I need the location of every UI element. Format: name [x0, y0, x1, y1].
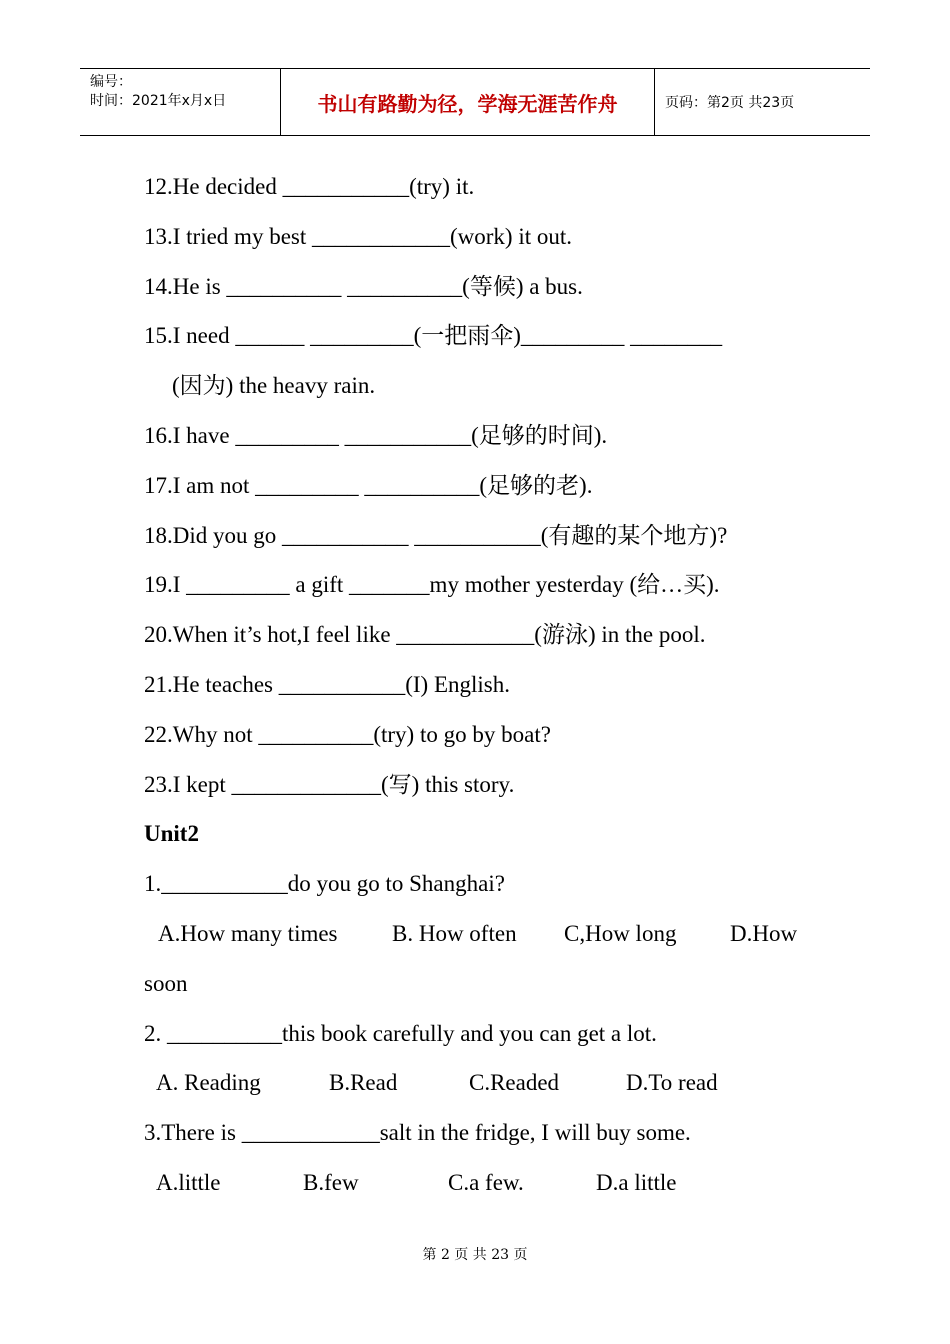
option-c: C.a few. [448, 1169, 524, 1195]
unit2-question-2-options [144, 1058, 824, 1108]
option-a: A.little [156, 1169, 221, 1195]
question-17: 17.I am not _________ __________(足够的老). [144, 472, 593, 498]
question-23: 23.I kept _____________(写) this story. [144, 771, 515, 797]
question-12: 12.He decided ___________(try) it. [144, 174, 475, 199]
question-18: 18.Did you go ___________ ___________(有趣的某个地方)? [144, 522, 728, 548]
option-b: B. How often [392, 920, 517, 946]
unit2-question-3-options [144, 1158, 824, 1208]
question-14: 14.He is __________ __________(等候) a bus. [144, 273, 583, 299]
question-20: 20.When it’s hot,I feel like ____________(游泳) in the pool. [144, 622, 706, 648]
unit2-question-1-options [144, 909, 824, 959]
option-a: A.How many times [158, 920, 338, 946]
question-13: 13.I tried my best ____________(work) it out. [144, 223, 573, 249]
question-15: 15.I need ______ _________(一把雨伞)_________ ________ [144, 323, 723, 349]
option-c: C.Readed [469, 1070, 560, 1096]
unit2-question-3: 3.There is ____________salt in the fridge, I will buy some. [144, 1120, 691, 1146]
option-b: B.Read [329, 1070, 398, 1096]
option-a: A. Reading [156, 1070, 261, 1096]
question-19: 19.I _________ a gift _______my mother yesterday (给…买). [144, 572, 720, 598]
document-header [80, 68, 870, 136]
question-16: 16.I have _________ ___________(足够的时间). [144, 422, 608, 448]
number-label: 编号： [90, 74, 132, 90]
option-d: D.How [730, 920, 798, 946]
time-label: 时间：2021年x月x日 [90, 93, 227, 109]
option-d: D.a little [596, 1169, 677, 1195]
unit2-question-1: 1.___________do you go to Shanghai? [144, 871, 505, 897]
option-d: D.To read [626, 1070, 718, 1096]
header-motto: 书山有路勤为径，学海无涯苦作舟 [281, 69, 655, 135]
option-b: B.few [303, 1169, 359, 1195]
unit-heading: Unit2 [144, 821, 199, 847]
page-footer: 第 2 页 共 23 页 [422, 1247, 528, 1263]
exercise-content [144, 162, 824, 1208]
question-21: 21.He teaches ___________(I) English. [144, 671, 511, 697]
question-22: 22.Why not __________(try) to go by boat? [144, 721, 551, 747]
option-c: C,How long [564, 920, 677, 946]
question-15-continued: (因为) the heavy rain. [172, 373, 376, 399]
header-page-info: 页码：第2页 共23页 [665, 95, 795, 111]
unit2-question-2: 2. __________this book carefully and you can get a lot. [144, 1020, 657, 1046]
header-meta [80, 69, 281, 135]
unit2-question-1-continued: soon [144, 970, 188, 996]
